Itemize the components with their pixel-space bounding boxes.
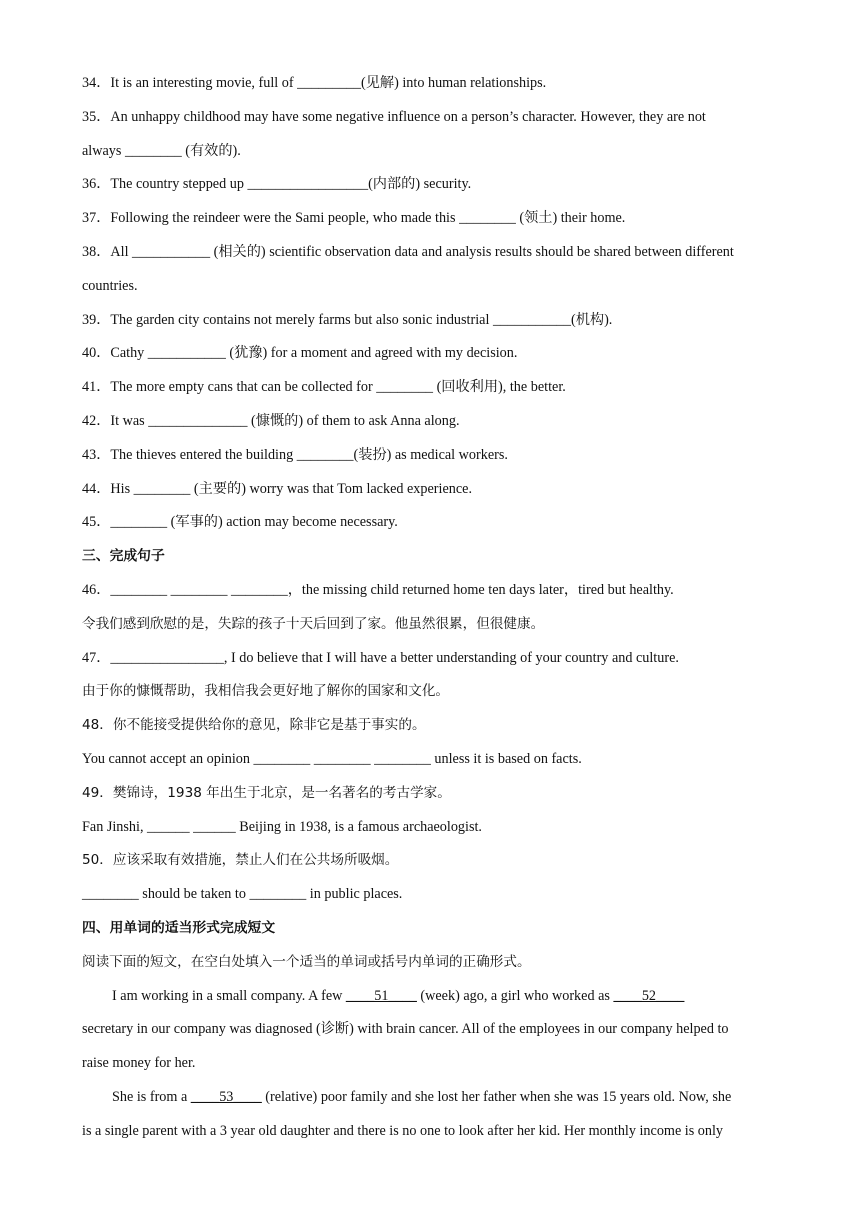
question-45: 45．________ (军事的) action may become necessary. — [82, 514, 398, 530]
section-heading-3: 三、完成句子 — [82, 548, 165, 564]
question-34: 34．It is an interesting movie, full of _________(见解) into human relationships. — [82, 75, 547, 91]
question-46: 46．________ ________ ________，the missing child returned home ten days later，tired but healthy. — [82, 582, 674, 598]
passage-text: (relative) poor family and she lost her father when she was 15 years old. Now, she — [261, 1089, 732, 1105]
question-48-chinese: 48．你不能接受提供给你的意见，除非它是基于事实的。 — [82, 717, 426, 733]
question-47-chinese: 由于你的慷慨帮助，我相信我会更好地了解你的国家和文化。 — [82, 683, 450, 699]
passage-text: I am working in a small company. A few — [112, 988, 346, 1004]
question-37: 37．Following the reindeer were the Sami people, who made this ________ (领土) their home. — [82, 210, 626, 226]
question-46-chinese: 令我们感到欣慰的是，失踪的孩子十天后回到了家。他虽然很累，但很健康。 — [82, 616, 545, 632]
question-35-continued: always ________ (有效的). — [82, 143, 241, 159]
question-49: Fan Jinshi, ______ ______ Beijing in 1938, is a famous archaeologist. — [82, 819, 482, 835]
passage-text: She is from a — [112, 1089, 191, 1105]
question-38-continued: countries. — [82, 278, 138, 294]
question-36: 36．The country stepped up _________________(内部的) security. — [82, 176, 472, 192]
question-43: 43．The thieves entered the building ________(装扮) as medical workers. — [82, 447, 508, 463]
passage-line-2: secretary in our company was diagnosed (诊断) with brain cancer. All of the employees in our company helped to — [82, 1021, 729, 1037]
question-42: 42．It was ______________ (慷慨的) of them to ask Anna along. — [82, 413, 460, 429]
passage-line-1 — [82, 986, 778, 1006]
question-40: 40．Cathy ___________ (犹豫) for a moment and agreed with my decision. — [82, 345, 518, 361]
section-heading-4: 四、用单词的适当形式完成短文 — [82, 920, 276, 936]
question-38: 38．All ___________ (相关的) scientific observation data and analysis results should be shared between different — [82, 244, 734, 260]
question-41: 41．The more empty cans that can be collected for ________ (回收利用), the better. — [82, 379, 566, 395]
question-39: 39．The garden city contains not merely farms but also sonic industrial ___________(机构). — [82, 312, 613, 328]
passage-line-5: is a single parent with a 3 year old daughter and there is no one to look after her kid. Her monthly income is only — [82, 1123, 724, 1139]
passage-line-3: raise money for her. — [82, 1055, 196, 1071]
blank-51: ____51____ — [345, 988, 417, 1004]
question-35: 35．An unhappy childhood may have some negative influence on a person’s character. However, they are not — [82, 109, 706, 125]
passage-text: (week) ago, a girl who worked as — [416, 988, 614, 1004]
question-50-chinese: 50．应该采取有效措施，禁止人们在公共场所吸烟。 — [82, 852, 399, 868]
question-50: ________ should be taken to ________ in public places. — [82, 886, 403, 902]
passage-line-4 — [82, 1087, 778, 1107]
blank-52: ____52____ — [613, 988, 685, 1004]
question-47: 47．________________, I do believe that I will have a better understanding of your country and culture. — [82, 650, 679, 666]
question-44: 44．His ________ (主要的) worry was that Tom lacked experience. — [82, 481, 472, 497]
blank-53: ____53____ — [190, 1089, 262, 1105]
question-49-chinese: 49．樊锦诗，1938 年出生于北京，是一名著名的考古学家。 — [82, 785, 451, 801]
question-48: You cannot accept an opinion ________ ________ ________ unless it is based on facts. — [82, 751, 582, 767]
instructions: 阅读下面的短文，在空白处填入一个适当的单词或括号内单词的正确形式。 — [82, 954, 531, 970]
